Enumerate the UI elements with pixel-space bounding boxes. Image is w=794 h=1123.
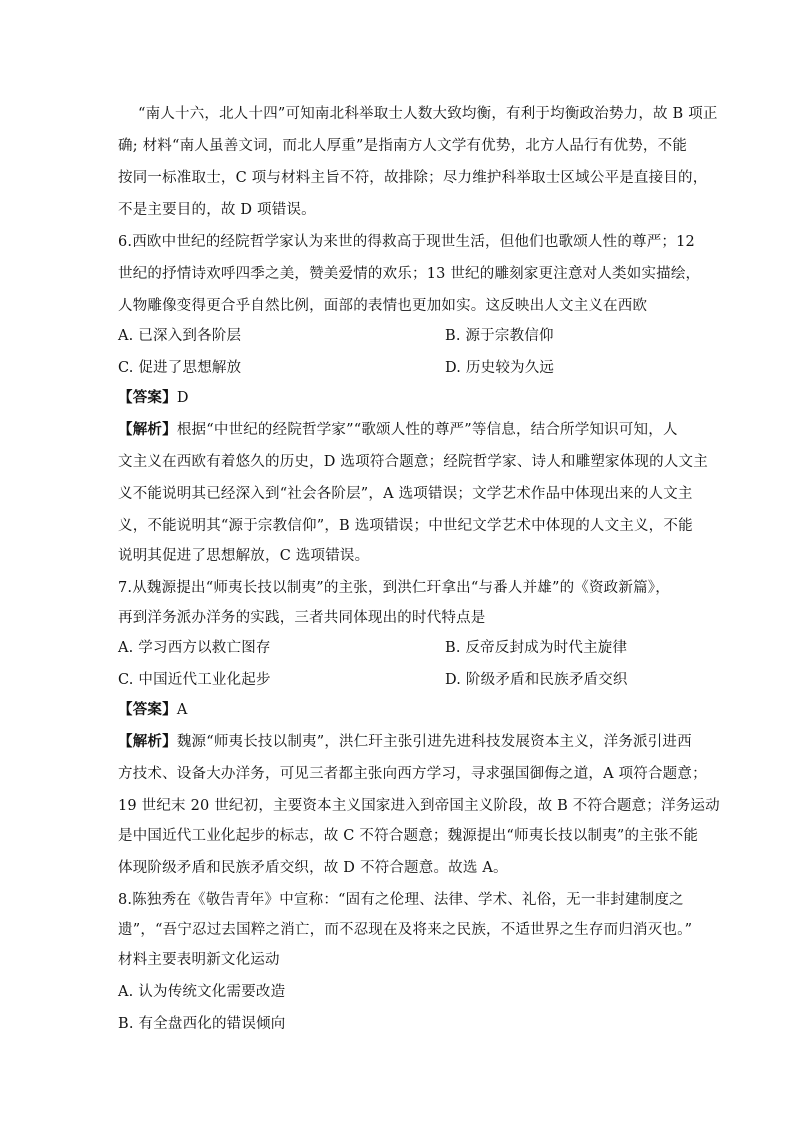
q7-analysis-text-1: 魏源“师夷长技以制夷”，洪仁玕主张引进先进科技发展资本主义，洋务派引进西 <box>176 734 692 750</box>
q6-analysis-line-1 <box>118 420 678 440</box>
q7-analysis-line-2: 方技术、设备大办洋务，可见三者都主张向西方学习，寻求强国御侮之道，A 项符合题意； <box>118 766 707 782</box>
q6-option-d: D. 历史较为久远 <box>445 360 555 376</box>
q7-option-c: C. 中国近代工业化起步 <box>118 672 271 688</box>
q8-stem-line-3: 材料主要表明新文化运动 <box>118 952 280 968</box>
q7-option-b: B. 反帝反封成为时代主旋律 <box>445 640 628 656</box>
q6-answer-value: D <box>176 390 189 406</box>
q7-option-a: A. 学习西方以救亡图存 <box>118 640 271 656</box>
q7-analysis-line-4: 是中国近代工业化起步的标志，故 C 不符合题意；魏源提出“师夷长技以制夷”的主张不能 <box>118 828 699 844</box>
q6-analysis-tag: 【解析】 <box>118 421 177 438</box>
q6-analysis-line-4: 义，不能说明其“源于宗教信仰”，B 选项错误；中世纪文学艺术中体现的人文主义，不能 <box>118 518 693 534</box>
q6-option-b: B. 源于宗教信仰 <box>445 328 554 344</box>
q8-stem-line-1: 8.陈独秀在《敬告青年》中宣称：“固有之伦理、法律、学术、礼俗，无一非封建制度之 <box>118 892 684 908</box>
q7-answer <box>118 700 678 720</box>
q6-analysis-line-5: 说明其促进了思想解放，C 选项错误。 <box>118 548 370 564</box>
q7-analysis-line-3: 19 世纪末 20 世纪初，主要资本主义国家进入到帝国主义阶段，故 B 不符合题意；洋务运动 <box>118 798 720 814</box>
q6-analysis-line-2: 文主义在西欧有着悠久的历史，D 选项符合题意；经院哲学家、诗人和雕塑家体现的人文主 <box>118 454 708 470</box>
q6-stem-line-1: 6.西欧中世纪的经院哲学家认为来世的得救高于现世生活，但他们也歌颂人性的尊严；12 <box>118 234 695 250</box>
q6-answer <box>118 388 678 408</box>
q8-stem-line-2: 遗”，“吾宁忍过去国粹之消亡，而不忍现在及将来之民族，不适世界之生存而归消灭也。” <box>118 922 693 938</box>
prev-analysis-line-3: 按同一标准取士，C 项与材料主旨不符，故排除；尽力维护科举取士区域公平是直接目的， <box>118 170 708 186</box>
prev-analysis-line-2: 确; 材料“南人虽善文词，而北人厚重”是指南方人文学有优势，北方人品行有优势，不能 <box>118 138 688 154</box>
q7-analysis-line-5: 体现阶级矛盾和民族矛盾交织，故 D 不符合题意。故选 A。 <box>118 860 508 876</box>
q7-stem-line-2: 再到洋务派办洋务的实践，三者共同体现出的时代特点是 <box>118 610 486 626</box>
q7-analysis-line-1 <box>118 732 692 752</box>
q7-option-d: D. 阶级矛盾和民族矛盾交织 <box>445 672 628 688</box>
q6-answer-tag: 【答案】 <box>118 389 177 406</box>
q7-analysis-tag: 【解析】 <box>118 733 177 750</box>
q6-analysis-text-1: 根据“中世纪的经院哲学家”“歌颂人性的尊严”等信息，结合所学知识可知，人 <box>176 422 678 438</box>
q7-stem-line-1: 7.从魏源提出“师夷长技以制夷”的主张，到洪仁玕拿出“与番人并雄”的《资政新篇》， <box>118 580 670 596</box>
q8-option-a: A. 认为传统文化需要改造 <box>118 984 286 1000</box>
prev-analysis-line-4: 不是主要目的，故 D 项错误。 <box>118 202 316 218</box>
q6-option-a: A. 已深入到各阶层 <box>118 328 242 344</box>
q7-answer-value: A <box>176 702 188 718</box>
q6-option-c: C. 促进了思想解放 <box>118 360 242 376</box>
q6-analysis-line-3: 义不能说明其已经深入到“社会各阶层”，A 选项错误；文学艺术作品中体现出来的人文主 <box>118 486 693 502</box>
prev-analysis-line-1: “南人十六，北人十四”可知南北科举取士人数大致均衡，有利于均衡政治势力，故 B 项正 <box>138 106 718 122</box>
q6-stem-line-2: 世纪的抒情诗欢呼四季之美，赞美爱情的欢乐；13 世纪的雕刻家更注意对人类如实描绘， <box>118 266 701 282</box>
q7-answer-tag: 【答案】 <box>118 701 177 718</box>
q6-stem-line-3: 人物雕像变得更合乎自然比例，面部的表情也更加如实。这反映出人文主义在西欧 <box>118 298 648 314</box>
q8-option-b: B. 有全盘西化的错误倾向 <box>118 1016 286 1032</box>
